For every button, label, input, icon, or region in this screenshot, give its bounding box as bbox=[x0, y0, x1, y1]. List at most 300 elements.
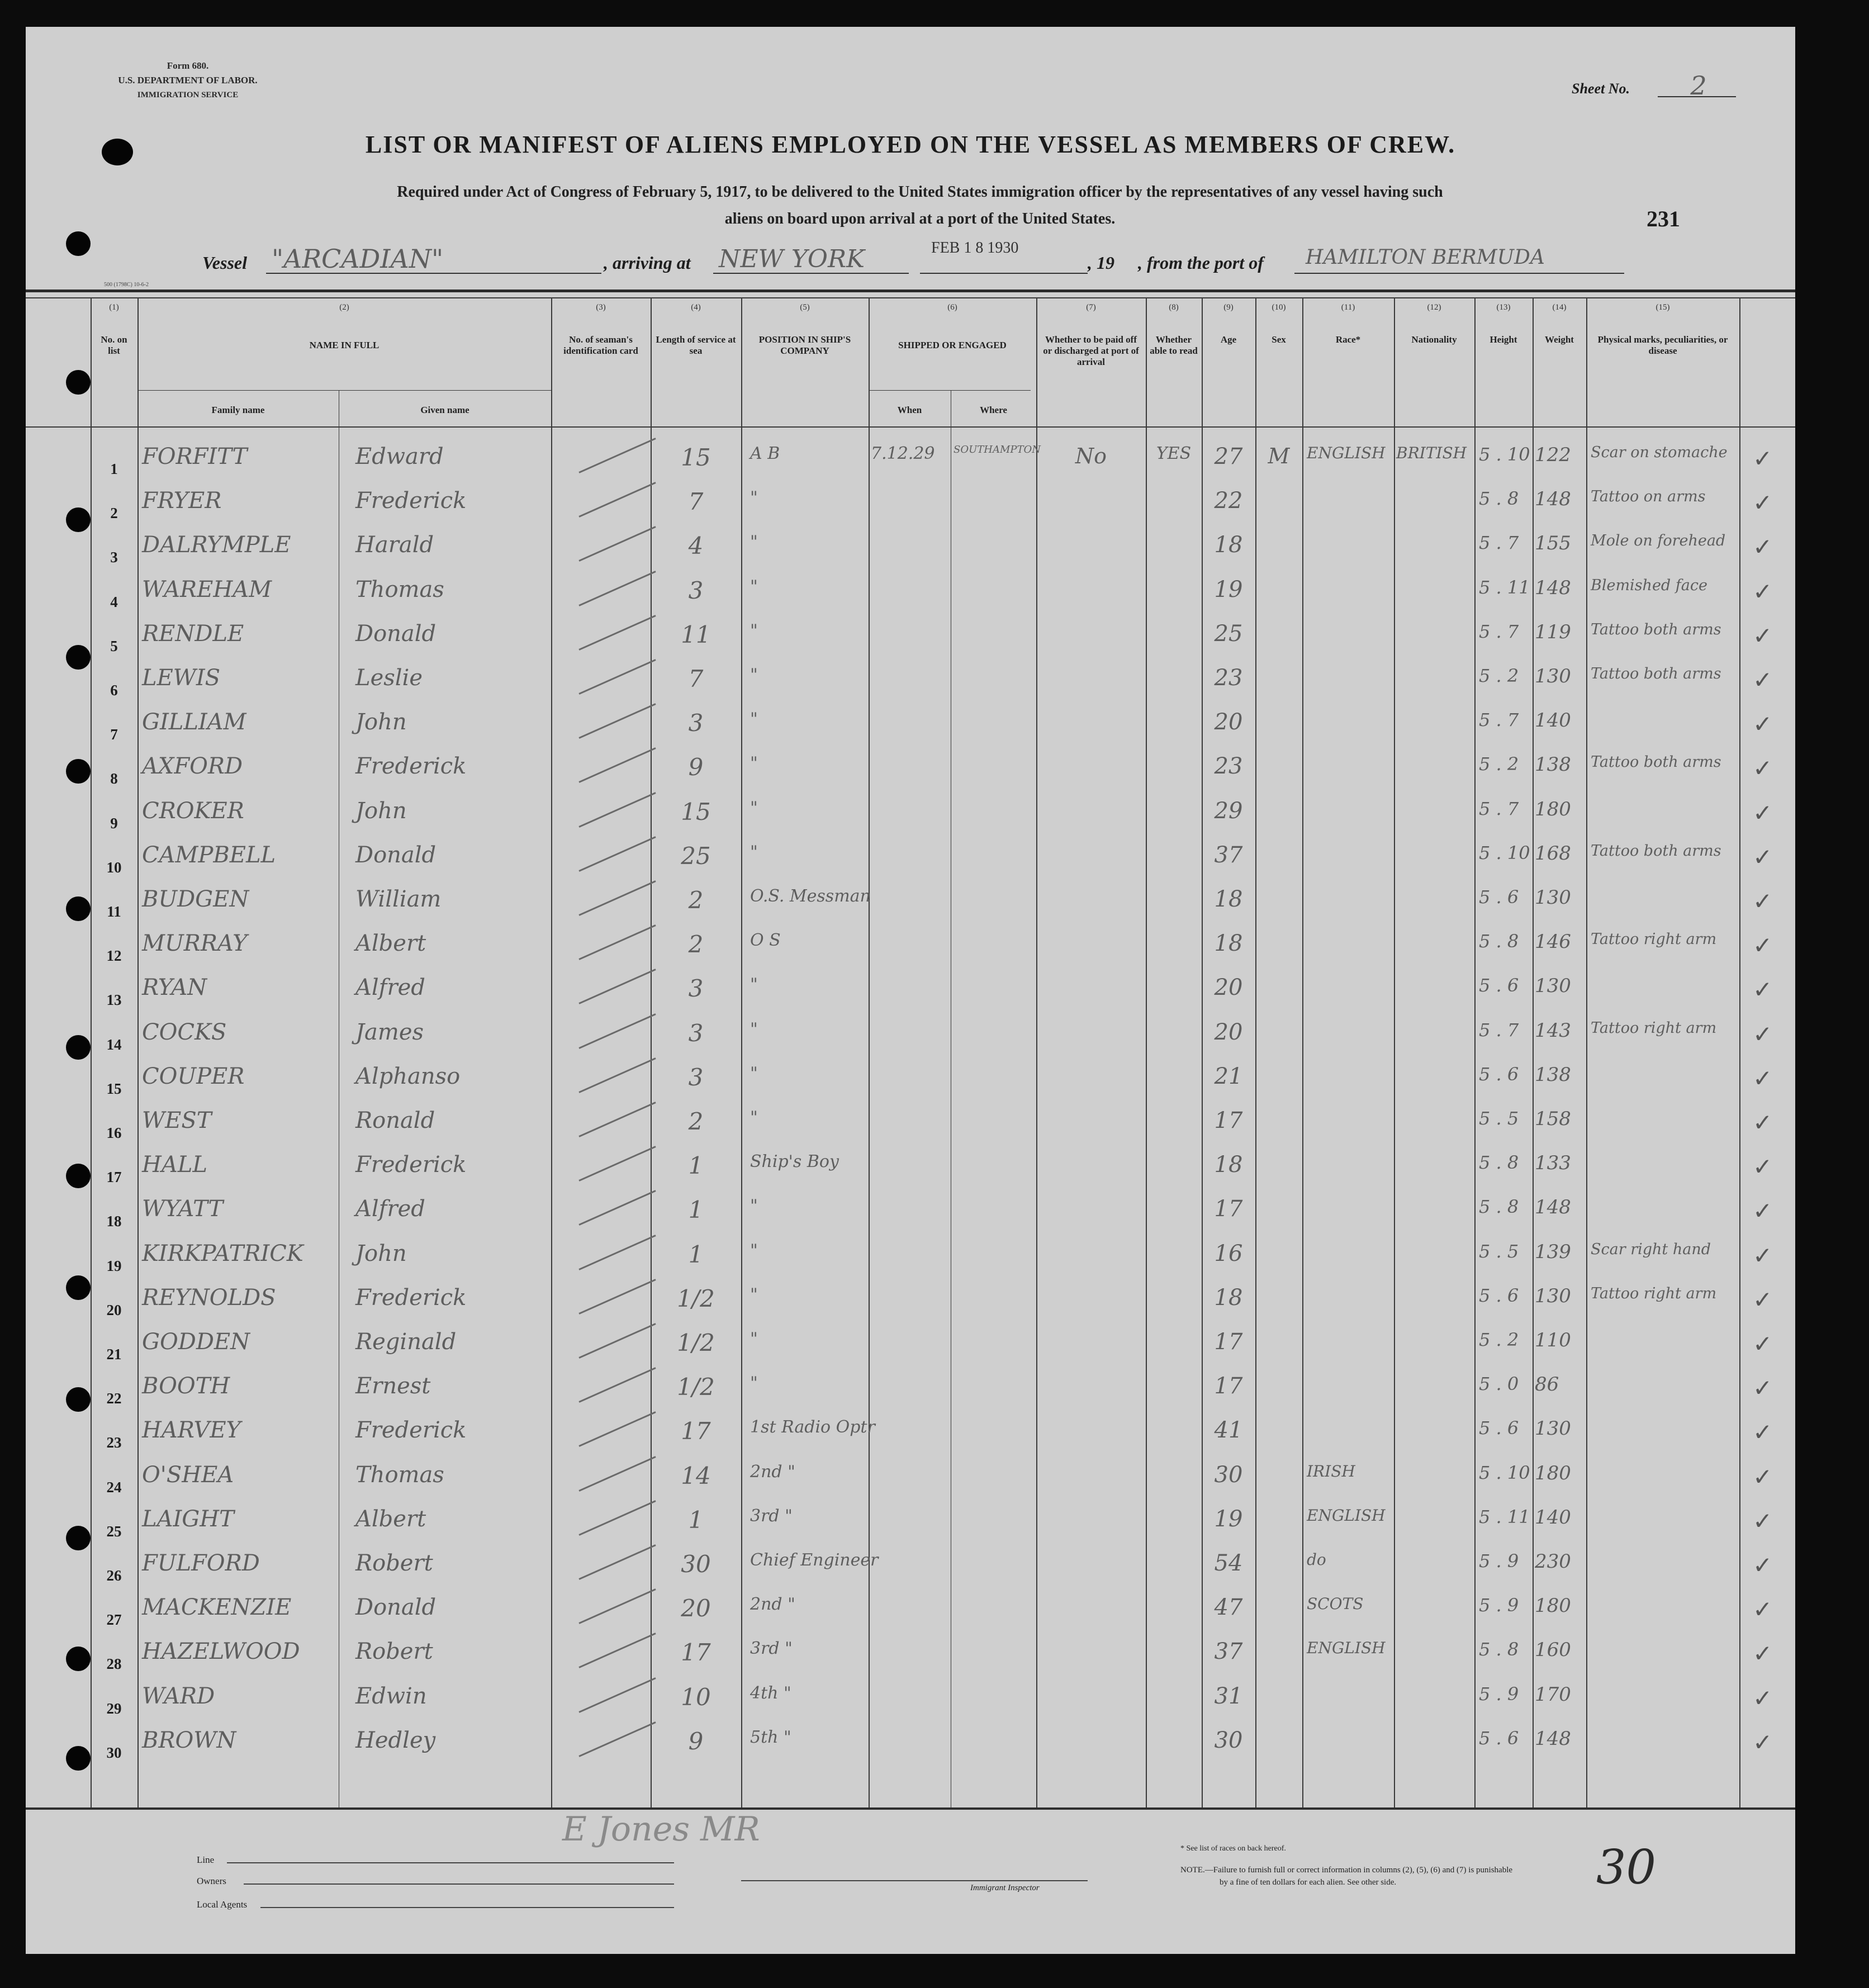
service-length-cell: 4 bbox=[688, 532, 704, 560]
requirement-text-1: Required under Act of Congress of February 5, 1917, to be delivered to the United States immigration officer by the representatives of any vessel having such bbox=[397, 183, 1443, 201]
inspector-signature: E Jones MR bbox=[562, 1810, 760, 1849]
position-cell: " bbox=[750, 576, 758, 596]
given-name-cell: Hedley bbox=[355, 1727, 436, 1753]
weight-cell: 133 bbox=[1535, 1152, 1571, 1175]
column-heading: Nationality bbox=[1411, 334, 1457, 345]
column-divider bbox=[1302, 297, 1303, 1807]
weight-cell: 148 bbox=[1535, 576, 1571, 599]
weight-cell: 138 bbox=[1535, 753, 1571, 776]
row-check-mark: ✓ bbox=[1753, 666, 1773, 694]
row-check-mark: ✓ bbox=[1753, 489, 1773, 517]
given-name-cell: Alfred bbox=[355, 1196, 425, 1222]
row-number: 10 bbox=[106, 858, 122, 876]
family-name-cell: RENDLE bbox=[142, 620, 244, 647]
given-name-cell: Frederick bbox=[355, 1152, 467, 1178]
physical-marks-cell: Tattoo both arms bbox=[1591, 842, 1721, 860]
weight-cell: 146 bbox=[1535, 931, 1571, 953]
weight-cell: 180 bbox=[1535, 798, 1571, 820]
weight-cell: 140 bbox=[1535, 709, 1571, 732]
vessel-label: Vessel bbox=[202, 253, 247, 273]
physical-marks-cell: Tattoo right arm bbox=[1591, 1019, 1717, 1037]
card-number-slash bbox=[578, 615, 656, 651]
age-cell: 18 bbox=[1214, 532, 1243, 558]
weight-cell: 122 bbox=[1535, 444, 1571, 466]
age-cell: 27 bbox=[1214, 444, 1243, 469]
service-length-cell: 30 bbox=[681, 1550, 711, 1578]
binder-hole bbox=[66, 759, 91, 784]
given-name-cell: Robert bbox=[355, 1550, 433, 1576]
column-subheading: Where bbox=[980, 405, 1007, 415]
card-number-slash bbox=[578, 482, 656, 518]
given-name-cell: Frederick bbox=[355, 488, 467, 514]
arriving-label: , arriving at bbox=[604, 253, 691, 273]
column-divider bbox=[1394, 297, 1395, 1807]
height-cell: 5 . 7 bbox=[1479, 798, 1519, 819]
weight-cell: 148 bbox=[1535, 1727, 1571, 1750]
row-number: 5 bbox=[110, 637, 118, 654]
column-heading: Height bbox=[1489, 334, 1517, 345]
row-number: 3 bbox=[110, 549, 118, 566]
binder-hole bbox=[66, 1275, 91, 1300]
row-check-mark: ✓ bbox=[1753, 1020, 1773, 1048]
height-cell: 5 . 11 bbox=[1479, 576, 1530, 598]
row-check-mark: ✓ bbox=[1753, 932, 1773, 960]
row-number: 29 bbox=[106, 1700, 122, 1717]
paid-off-cell: No bbox=[1075, 444, 1107, 468]
age-cell: 19 bbox=[1214, 576, 1243, 602]
binder-hole bbox=[66, 231, 91, 256]
row-check-mark: ✓ bbox=[1753, 976, 1773, 1004]
row-number: 28 bbox=[106, 1655, 122, 1673]
requirement-text-2: aliens on board upon arrival at a port of the United States. bbox=[724, 210, 1116, 227]
position-cell: 1st Radio Optr bbox=[750, 1417, 875, 1437]
binder-hole bbox=[66, 1647, 91, 1671]
physical-marks-cell: Tattoo on arms bbox=[1591, 488, 1706, 506]
column-heading: Sex bbox=[1272, 334, 1286, 345]
row-check-mark: ✓ bbox=[1753, 755, 1773, 782]
card-number-slash bbox=[578, 438, 656, 473]
weight-cell: 130 bbox=[1535, 886, 1571, 909]
column-heading: SHIPPED OR ENGAGED bbox=[898, 340, 1007, 350]
given-name-cell: Albert bbox=[355, 1506, 426, 1532]
family-name-cell: FORFITT bbox=[142, 444, 248, 469]
age-cell: 54 bbox=[1214, 1550, 1243, 1576]
row-number: 24 bbox=[106, 1478, 122, 1496]
weight-cell: 130 bbox=[1535, 1284, 1571, 1307]
age-cell: 21 bbox=[1214, 1063, 1243, 1089]
position-cell: " bbox=[750, 842, 758, 862]
column-number: (3) bbox=[596, 303, 606, 312]
column-number: (7) bbox=[1086, 303, 1096, 312]
card-number-slash bbox=[578, 792, 656, 828]
service-length-cell: 1/2 bbox=[677, 1373, 715, 1401]
row-check-mark: ✓ bbox=[1753, 1153, 1773, 1181]
physical-marks-cell: Mole on forehead bbox=[1591, 532, 1726, 550]
service-length-cell: 11 bbox=[681, 620, 711, 648]
position-cell: 2nd " bbox=[750, 1595, 795, 1615]
card-number-slash bbox=[578, 571, 656, 606]
weight-cell: 158 bbox=[1535, 1108, 1571, 1130]
position-cell: " bbox=[750, 488, 758, 508]
name-subheader-rule bbox=[137, 390, 551, 391]
binder-hole bbox=[66, 1164, 91, 1188]
position-cell: " bbox=[750, 753, 758, 774]
height-cell: 5 . 8 bbox=[1479, 1639, 1519, 1660]
weight-cell: 130 bbox=[1535, 1417, 1571, 1440]
row-number: 30 bbox=[106, 1744, 122, 1761]
family-name-cell: O'SHEA bbox=[142, 1462, 234, 1488]
row-check-mark: ✓ bbox=[1753, 1241, 1773, 1269]
age-cell: 18 bbox=[1214, 886, 1243, 912]
nationality-cell: BRITISH bbox=[1396, 444, 1467, 462]
row-number: 8 bbox=[110, 770, 118, 787]
column-number: (8) bbox=[1169, 303, 1179, 312]
family-name-cell: KIRKPATRICK bbox=[142, 1240, 303, 1266]
position-cell: 3rd " bbox=[750, 1506, 793, 1526]
service-length-cell: 7 bbox=[688, 488, 704, 516]
column-subheading: Family name bbox=[211, 405, 265, 415]
service-length-cell: 1 bbox=[688, 1240, 704, 1268]
weight-cell: 139 bbox=[1535, 1240, 1571, 1263]
column-number: (12) bbox=[1427, 303, 1441, 312]
row-number: 17 bbox=[106, 1169, 122, 1186]
print-code: 500 (1798C) 10-6-2 bbox=[104, 282, 149, 288]
position-cell: " bbox=[750, 1063, 758, 1083]
column-heading: Whether to be paid off or discharged at port of arrival bbox=[1043, 334, 1139, 367]
header-bottom-rule bbox=[26, 426, 1795, 428]
age-cell: 30 bbox=[1214, 1462, 1243, 1488]
line-field-rule bbox=[227, 1862, 674, 1863]
row-check-mark: ✓ bbox=[1753, 1109, 1773, 1136]
race-note: * See list of races on back hereof. bbox=[1180, 1844, 1286, 1853]
row-check-mark: ✓ bbox=[1753, 1330, 1773, 1358]
row-check-mark: ✓ bbox=[1753, 1463, 1773, 1491]
row-number: 6 bbox=[110, 682, 118, 699]
height-cell: 5 . 5 bbox=[1479, 1240, 1519, 1262]
given-name-cell: Alphanso bbox=[355, 1063, 461, 1089]
race-cell: SCOTS bbox=[1307, 1595, 1364, 1614]
physical-marks-cell: Tattoo right arm bbox=[1591, 931, 1717, 948]
given-name-cell: John bbox=[355, 798, 407, 824]
position-cell: " bbox=[750, 709, 758, 729]
given-name-cell: Donald bbox=[355, 1595, 437, 1621]
age-cell: 23 bbox=[1214, 665, 1243, 691]
column-divider bbox=[137, 297, 139, 1807]
service-length-cell: 2 bbox=[688, 1108, 704, 1135]
height-cell: 5 . 8 bbox=[1479, 931, 1519, 952]
height-cell: 5 . 9 bbox=[1479, 1550, 1519, 1572]
shipped-where-cell: SOUTHAMPTON bbox=[954, 444, 1041, 456]
race-cell: ENGLISH bbox=[1307, 1506, 1386, 1525]
given-name-cell: Donald bbox=[355, 842, 437, 868]
position-cell: O.S. Messman bbox=[750, 886, 871, 906]
column-number: (10) bbox=[1272, 303, 1286, 312]
year-label: , 19 bbox=[1088, 253, 1114, 273]
row-check-mark: ✓ bbox=[1753, 621, 1773, 649]
family-name-cell: AXFORD bbox=[142, 753, 243, 780]
family-name-cell: COUPER bbox=[142, 1063, 245, 1089]
age-cell: 20 bbox=[1214, 1019, 1243, 1045]
physical-marks-cell: Scar right hand bbox=[1591, 1240, 1711, 1258]
physical-marks-cell: Tattoo both arms bbox=[1591, 753, 1721, 771]
binder-hole bbox=[66, 1526, 91, 1550]
age-cell: 18 bbox=[1214, 1284, 1243, 1311]
family-name-cell: DALRYMPLE bbox=[142, 532, 291, 558]
family-name-cell: HALL bbox=[142, 1152, 207, 1178]
family-name-cell: WYATT bbox=[142, 1196, 224, 1222]
height-cell: 5 . 5 bbox=[1479, 1108, 1519, 1129]
column-divider bbox=[1474, 297, 1476, 1807]
column-divider bbox=[1255, 297, 1256, 1807]
date-underline bbox=[920, 273, 1088, 274]
given-name-cell: Albert bbox=[355, 931, 426, 957]
race-cell: do bbox=[1307, 1550, 1326, 1569]
age-cell: 47 bbox=[1214, 1595, 1243, 1621]
height-cell: 5 . 10 bbox=[1479, 842, 1530, 863]
row-check-mark: ✓ bbox=[1753, 1374, 1773, 1402]
inspector-label: Immigrant Inspector bbox=[970, 1883, 1040, 1892]
column-number: (4) bbox=[691, 303, 701, 312]
row-check-mark: ✓ bbox=[1753, 1728, 1773, 1756]
position-cell: " bbox=[750, 1196, 758, 1216]
owners-label: Owners bbox=[197, 1876, 226, 1886]
given-name-cell: Ernest bbox=[355, 1373, 431, 1399]
row-number: 20 bbox=[106, 1301, 122, 1318]
given-name-cell: Edwin bbox=[355, 1683, 427, 1709]
weight-cell: 168 bbox=[1535, 842, 1571, 865]
physical-marks-cell: Scar on stomache bbox=[1591, 444, 1728, 461]
family-name-cell: RYAN bbox=[142, 975, 207, 1001]
age-cell: 31 bbox=[1214, 1683, 1243, 1709]
card-number-slash bbox=[578, 1456, 656, 1492]
column-divider bbox=[1739, 297, 1740, 1807]
vessel-name: "ARCADIAN" bbox=[272, 244, 444, 274]
card-number-slash bbox=[578, 1013, 656, 1049]
service-length-cell: 2 bbox=[688, 931, 704, 959]
row-number: 23 bbox=[106, 1434, 122, 1451]
card-number-slash bbox=[578, 1367, 656, 1403]
row-check-mark: ✓ bbox=[1753, 577, 1773, 605]
service-length-cell: 3 bbox=[688, 709, 704, 737]
service-length-cell: 3 bbox=[688, 1063, 704, 1091]
row-number: 18 bbox=[106, 1213, 122, 1230]
height-cell: 5 . 7 bbox=[1479, 620, 1519, 642]
given-name-cell: Alfred bbox=[355, 975, 425, 1001]
sheet-label: Sheet No. bbox=[1572, 80, 1630, 97]
position-cell: " bbox=[750, 620, 758, 640]
family-name-cell: HARVEY bbox=[142, 1417, 241, 1444]
card-number-slash bbox=[578, 526, 656, 562]
height-cell: 5 . 7 bbox=[1479, 532, 1519, 554]
position-cell: Ship's Boy bbox=[750, 1152, 839, 1172]
weight-cell: 180 bbox=[1535, 1462, 1571, 1484]
height-cell: 5 . 8 bbox=[1479, 488, 1519, 510]
row-number: 16 bbox=[106, 1125, 122, 1141]
row-number: 19 bbox=[106, 1257, 122, 1274]
weight-cell: 138 bbox=[1535, 1063, 1571, 1086]
row-number: 11 bbox=[107, 903, 121, 920]
age-cell: 16 bbox=[1214, 1240, 1243, 1266]
age-cell: 17 bbox=[1214, 1329, 1243, 1355]
column-heading: Weight bbox=[1545, 334, 1574, 345]
position-cell: " bbox=[750, 975, 758, 995]
position-cell: Chief Engineer bbox=[750, 1550, 879, 1570]
manifest-sheet bbox=[26, 27, 1795, 1954]
row-check-mark: ✓ bbox=[1753, 1507, 1773, 1535]
row-number: 14 bbox=[106, 1036, 122, 1053]
card-number-slash bbox=[578, 1544, 656, 1580]
position-cell: " bbox=[750, 1108, 758, 1127]
column-heading: Age bbox=[1220, 334, 1237, 345]
row-check-mark: ✓ bbox=[1753, 888, 1773, 915]
position-cell: " bbox=[750, 1019, 758, 1039]
service-length-cell: 17 bbox=[681, 1639, 711, 1667]
able-to-read-cell: YES bbox=[1156, 444, 1192, 463]
race-cell: ENGLISH bbox=[1307, 444, 1386, 462]
service-length-cell: 9 bbox=[688, 753, 704, 781]
binder-hole bbox=[66, 1387, 91, 1412]
service-length-cell: 1/2 bbox=[677, 1329, 715, 1356]
service-length-cell: 1 bbox=[688, 1196, 704, 1224]
given-name-cell: Donald bbox=[355, 620, 437, 647]
owners-field-rule bbox=[244, 1883, 674, 1885]
row-number: 7 bbox=[110, 726, 118, 743]
column-divider bbox=[1146, 297, 1147, 1807]
height-cell: 5 . 7 bbox=[1479, 1019, 1519, 1041]
height-cell: 5 . 2 bbox=[1479, 753, 1519, 775]
column-number: (11) bbox=[1341, 303, 1355, 312]
department-name: U.S. DEPARTMENT OF LABOR. bbox=[118, 75, 258, 86]
column-number: (14) bbox=[1552, 303, 1567, 312]
weight-cell: 170 bbox=[1535, 1683, 1571, 1706]
column-heading: NAME IN FULL bbox=[309, 340, 380, 350]
height-cell: 5 . 10 bbox=[1479, 1462, 1530, 1483]
row-number: 1 bbox=[110, 461, 118, 477]
arriving-port: NEW YORK bbox=[719, 245, 865, 273]
height-cell: 5 . 6 bbox=[1479, 1284, 1519, 1306]
binder-hole bbox=[66, 896, 91, 921]
row-number: 21 bbox=[106, 1346, 122, 1363]
row-number: 9 bbox=[110, 814, 118, 832]
physical-marks-cell: Tattoo right arm bbox=[1591, 1284, 1717, 1302]
family-name-cell: LEWIS bbox=[142, 665, 221, 691]
card-number-slash bbox=[578, 1057, 656, 1093]
penalty-note-1: NOTE.—Failure to furnish full or correct information in columns (2), (5), (6) and (7) is punishable bbox=[1180, 1866, 1513, 1875]
row-check-mark: ✓ bbox=[1753, 710, 1773, 738]
weight-cell: 180 bbox=[1535, 1595, 1571, 1617]
service-length-cell: 1/2 bbox=[677, 1284, 715, 1312]
column-number: (13) bbox=[1496, 303, 1511, 312]
given-name-cell: James bbox=[355, 1019, 424, 1045]
service-length-cell: 1 bbox=[688, 1506, 704, 1534]
position-cell: " bbox=[750, 1284, 758, 1304]
form-number: Form 680. bbox=[167, 60, 209, 71]
family-name-cell: FRYER bbox=[142, 488, 222, 514]
column-divider bbox=[91, 297, 92, 1807]
height-cell: 5 . 10 bbox=[1479, 444, 1530, 465]
card-number-slash bbox=[578, 1677, 656, 1713]
service-length-cell: 1 bbox=[688, 1152, 704, 1180]
card-number-slash bbox=[578, 1588, 656, 1624]
service-length-cell: 15 bbox=[681, 798, 711, 825]
crew-tally: 30 bbox=[1596, 1840, 1656, 1895]
family-name-cell: CROKER bbox=[142, 798, 244, 824]
penalty-note-2: by a fine of ten dollars for each alien. See other side. bbox=[1220, 1878, 1397, 1887]
binder-hole bbox=[66, 1746, 91, 1771]
column-divider bbox=[869, 297, 870, 1807]
row-number: 4 bbox=[110, 593, 118, 610]
given-name-cell: Thomas bbox=[355, 1462, 444, 1488]
position-cell: " bbox=[750, 1240, 758, 1260]
family-name-cell: BROWN bbox=[142, 1727, 236, 1753]
table-top-rule bbox=[26, 290, 1795, 292]
height-cell: 5 . 6 bbox=[1479, 886, 1519, 908]
weight-cell: 140 bbox=[1535, 1506, 1571, 1529]
age-cell: 37 bbox=[1214, 1639, 1243, 1665]
card-number-slash bbox=[578, 880, 656, 916]
service-length-cell: 7 bbox=[688, 665, 704, 692]
card-number-slash bbox=[578, 659, 656, 695]
age-cell: 17 bbox=[1214, 1373, 1243, 1399]
column-number: (2) bbox=[339, 303, 349, 312]
weight-cell: 148 bbox=[1535, 488, 1571, 511]
column-heading: POSITION IN SHIP'S COMPANY bbox=[758, 334, 851, 356]
card-number-slash bbox=[578, 836, 656, 872]
binder-hole bbox=[66, 1035, 91, 1060]
row-check-mark: ✓ bbox=[1753, 1064, 1773, 1092]
height-cell: 5 . 6 bbox=[1479, 1063, 1519, 1085]
column-divider bbox=[1533, 297, 1534, 1807]
height-cell: 5 . 2 bbox=[1479, 665, 1519, 686]
row-check-mark: ✓ bbox=[1753, 1596, 1773, 1624]
column-number: (5) bbox=[800, 303, 810, 312]
line-label: Line bbox=[197, 1854, 215, 1865]
from-port-underline bbox=[1294, 273, 1624, 274]
column-heading: Length of service at sea bbox=[656, 334, 736, 356]
row-check-mark: ✓ bbox=[1753, 843, 1773, 871]
position-cell: 3rd " bbox=[750, 1639, 793, 1659]
shipped-when-cell: 7.12.29 bbox=[871, 444, 935, 463]
position-cell: " bbox=[750, 1373, 758, 1393]
row-check-mark: ✓ bbox=[1753, 1684, 1773, 1712]
table-top-rule-2 bbox=[26, 297, 1795, 298]
column-subheading: When bbox=[897, 405, 922, 415]
row-check-mark: ✓ bbox=[1753, 1418, 1773, 1446]
row-number: 12 bbox=[106, 947, 122, 965]
local-agents-label: Local Agents bbox=[197, 1899, 248, 1910]
weight-cell: 155 bbox=[1535, 532, 1571, 555]
card-number-slash bbox=[578, 1500, 656, 1536]
race-cell: ENGLISH bbox=[1307, 1639, 1386, 1658]
family-name-cell: BUDGEN bbox=[142, 886, 249, 912]
service-length-cell: 15 bbox=[681, 444, 711, 471]
service-length-cell: 3 bbox=[688, 975, 704, 1003]
column-heading: No. on list bbox=[101, 334, 127, 356]
age-cell: 25 bbox=[1214, 620, 1243, 647]
card-number-slash bbox=[578, 1323, 656, 1359]
position-cell: " bbox=[750, 1329, 758, 1349]
binder-hole bbox=[66, 370, 91, 395]
age-cell: 23 bbox=[1214, 753, 1243, 780]
age-cell: 18 bbox=[1214, 931, 1243, 957]
age-cell: 41 bbox=[1214, 1417, 1243, 1444]
age-cell: 17 bbox=[1214, 1196, 1243, 1222]
physical-marks-cell: Tattoo both arms bbox=[1591, 620, 1721, 638]
weight-cell: 119 bbox=[1535, 620, 1571, 643]
service-length-cell: 14 bbox=[681, 1462, 711, 1489]
position-cell: 4th " bbox=[750, 1683, 791, 1703]
given-name-cell: Frederick bbox=[355, 1284, 467, 1311]
